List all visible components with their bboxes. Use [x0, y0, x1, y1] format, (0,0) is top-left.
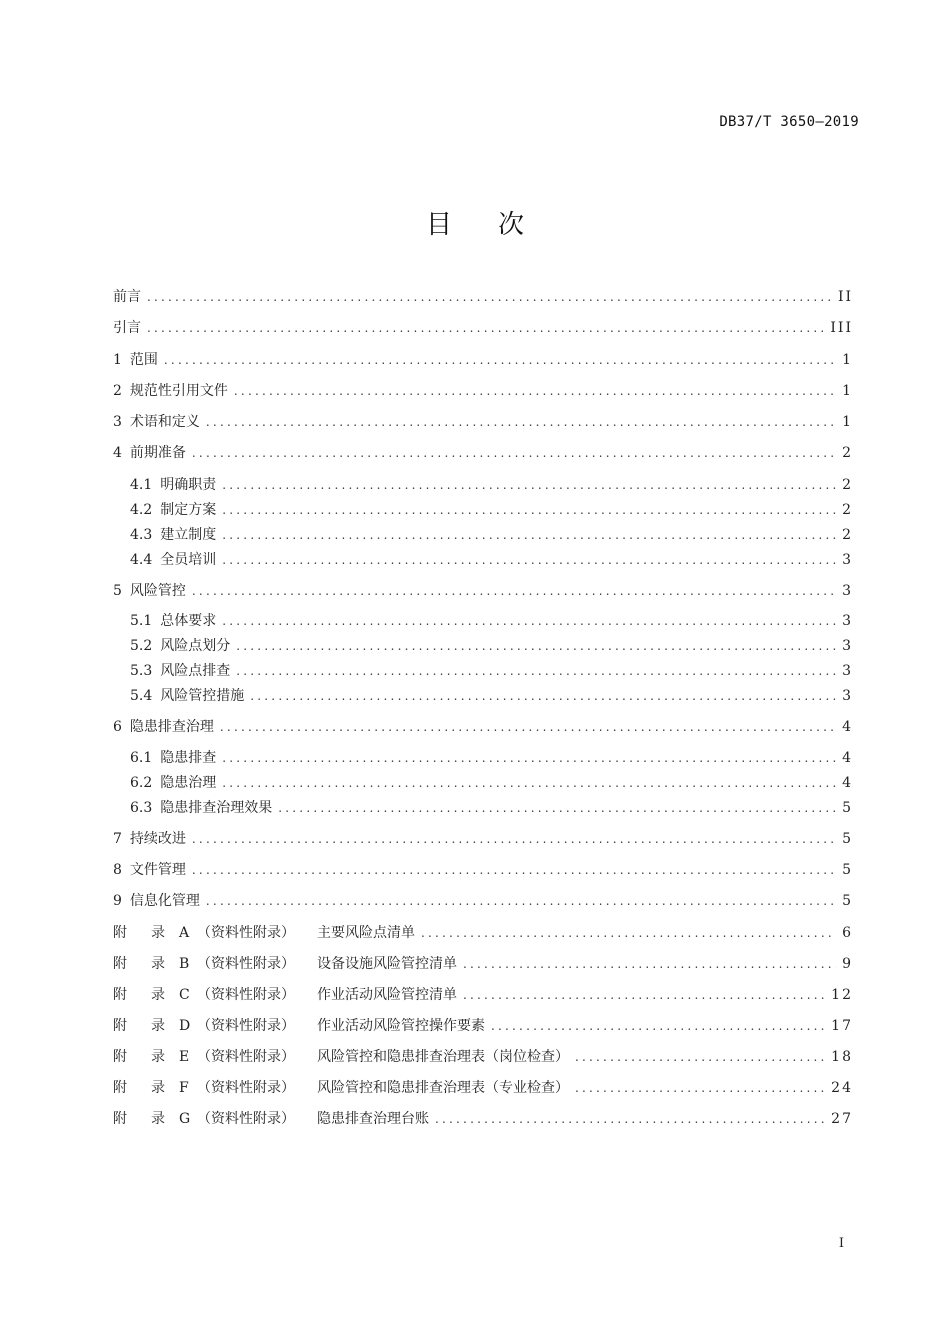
toc-entry-label: 3 术语和定义: [113, 414, 200, 430]
leader-dots: [192, 827, 836, 851]
toc-page-number: 3: [842, 552, 853, 568]
toc-entry-label: 6.1 隐患排查: [130, 750, 217, 766]
toc-page-number: 3: [842, 613, 853, 629]
toc-page-number: 5: [842, 800, 853, 816]
leader-dots: [222, 746, 836, 770]
leader-dots: [222, 548, 836, 572]
document-code: DB37/T 3650—2019: [719, 114, 859, 130]
toc-entry-label: 5.2 风险点划分: [130, 638, 231, 654]
toc-entry-label: 附 录 F （资料性附录） 风险管控和隐患排查治理表（专业检查）: [113, 1080, 569, 1096]
toc-entry-section[interactable]: [113, 410, 851, 434]
toc-page-number: 5: [842, 893, 853, 909]
toc-entry-section[interactable]: [113, 889, 851, 913]
page-title: [0, 204, 950, 241]
toc-entry-subsection[interactable]: [130, 771, 851, 795]
leader-dots: [192, 579, 836, 603]
toc-entry-label: 引言: [113, 320, 141, 336]
toc-entry-annex-b[interactable]: [113, 952, 851, 976]
toc-page-number: 4: [842, 775, 853, 791]
leader-dots: [463, 983, 825, 1007]
toc-entry-label: 6.2 隐患治理: [130, 775, 217, 791]
toc-entry-label: 5.3 风险点排查: [130, 663, 231, 679]
toc-entry-label: 2 规范性引用文件: [113, 383, 228, 399]
leader-dots: [192, 858, 836, 882]
toc-entry-section[interactable]: [113, 827, 851, 851]
leader-dots: [222, 609, 836, 633]
toc-entry-label: 5.1 总体要求: [130, 613, 217, 629]
toc-page-number: 24: [831, 1080, 853, 1096]
toc-page-number: 5: [842, 831, 853, 847]
toc-page-number: 1: [842, 383, 853, 399]
toc-entry-label: 附 录 G （资料性附录） 隐患排查治理台账: [113, 1111, 429, 1127]
toc-entry-subsection[interactable]: [130, 523, 851, 547]
toc-entry-label: 4 前期准备: [113, 445, 186, 461]
toc-entry-label: 4.3 建立制度: [130, 527, 217, 543]
toc-entry-subsection[interactable]: [130, 609, 851, 633]
toc-page-number: 2: [842, 502, 853, 518]
toc-entry-foreword[interactable]: [113, 285, 851, 309]
leader-dots: [222, 498, 836, 522]
toc-entry-subsection[interactable]: [130, 746, 851, 770]
toc-page-number: 6: [842, 925, 853, 941]
toc-entry-label: 4.1 明确职责: [130, 477, 217, 493]
toc-entry-label: 5 风险管控: [113, 583, 186, 599]
toc-entry-label: 1 范围: [113, 352, 158, 368]
toc-entry-label: 附 录 D （资料性附录） 作业活动风险管控操作要素: [113, 1018, 485, 1034]
title-char-1: 目: [425, 210, 452, 240]
toc-entry-label: 6 隐患排查治理: [113, 719, 214, 735]
toc-page-number: 2: [842, 527, 853, 543]
toc-entry-section[interactable]: [113, 348, 851, 372]
leader-dots: [222, 771, 836, 795]
toc-entry-label: 4.2 制定方案: [130, 502, 217, 518]
toc-entry-label: 5.4 风险管控措施: [130, 688, 245, 704]
toc-page-number: 1: [842, 414, 853, 430]
toc-entry-label: 7 持续改进: [113, 831, 186, 847]
toc-page-number: II: [837, 289, 853, 305]
leader-dots: [164, 348, 836, 372]
toc-entry-annex-f[interactable]: [113, 1076, 851, 1100]
toc-page-number: 4: [842, 750, 853, 766]
toc-page-number: 17: [831, 1018, 853, 1034]
toc-entry-introduction[interactable]: [113, 316, 851, 340]
toc-entry-subsection[interactable]: [130, 473, 851, 497]
toc-entry-label: 附 录 E （资料性附录） 风险管控和隐患排查治理表（岗位检查）: [113, 1049, 569, 1065]
leader-dots: [222, 473, 836, 497]
toc-entry-label: 前言: [113, 289, 141, 305]
toc-entry-subsection[interactable]: [130, 634, 851, 658]
toc-entry-label: 9 信息化管理: [113, 893, 200, 909]
leader-dots: [222, 523, 836, 547]
leader-dots: [491, 1014, 825, 1038]
toc-entry-label: 附 录 B （资料性附录） 设备设施风险管控清单: [113, 956, 457, 972]
toc-entry-section[interactable]: [113, 441, 851, 465]
toc-page-number: 5: [842, 862, 853, 878]
toc-entry-annex-d[interactable]: [113, 1014, 851, 1038]
toc-entry-annex-g[interactable]: [113, 1107, 851, 1131]
toc-page-number: 2: [842, 477, 853, 493]
toc-entry-subsection[interactable]: [130, 498, 851, 522]
toc-entry-subsection[interactable]: [130, 548, 851, 572]
toc-entry-annex-c[interactable]: [113, 983, 851, 1007]
title-char-2: 次: [498, 210, 525, 240]
toc-entry-section[interactable]: [113, 715, 851, 739]
toc-page-number: 12: [831, 987, 853, 1003]
leader-dots: [236, 634, 836, 658]
toc-page-number: 18: [831, 1049, 853, 1065]
leader-dots: [192, 441, 836, 465]
leader-dots: [463, 952, 836, 976]
toc-page-number: 3: [842, 663, 853, 679]
toc-page-number: III: [830, 320, 853, 336]
leader-dots: [206, 889, 836, 913]
toc-page-number: 3: [842, 688, 853, 704]
leader-dots: [421, 921, 836, 945]
toc-entry-section[interactable]: [113, 379, 851, 403]
leader-dots: [236, 659, 836, 683]
footer-page-number: I: [838, 1236, 844, 1251]
toc-page-number: 2: [842, 445, 853, 461]
leader-dots: [234, 379, 836, 403]
toc-entry-subsection[interactable]: [130, 684, 851, 708]
toc-entry-section[interactable]: [113, 579, 851, 603]
toc-entry-section[interactable]: [113, 858, 851, 882]
toc-page-number: 9: [842, 956, 853, 972]
toc-entry-subsection[interactable]: [130, 659, 851, 683]
leader-dots: [147, 316, 824, 340]
toc-entry-label: 附 录 A （资料性附录） 主要风险点清单: [113, 925, 415, 941]
leader-dots: [206, 410, 836, 434]
leader-dots: [147, 285, 832, 309]
toc-entry-label: 附 录 C （资料性附录） 作业活动风险管控清单: [113, 987, 457, 1003]
toc-page-number: 3: [842, 638, 853, 654]
leader-dots: [250, 684, 836, 708]
toc-entry-annex-a[interactable]: [113, 921, 851, 945]
leader-dots: [575, 1045, 825, 1069]
leader-dots: [220, 715, 836, 739]
toc-entry-label: 8 文件管理: [113, 862, 186, 878]
toc-page-number: 1: [842, 352, 853, 368]
toc-page-number: 4: [842, 719, 853, 735]
leader-dots: [278, 796, 836, 820]
leader-dots: [435, 1107, 825, 1131]
toc-entry-label: 4.4 全员培训: [130, 552, 217, 568]
toc-page-number: 27: [831, 1111, 853, 1127]
leader-dots: [575, 1076, 825, 1100]
toc-entry-annex-e[interactable]: [113, 1045, 851, 1069]
toc-entry-subsection[interactable]: [130, 796, 851, 820]
toc-page-number: 3: [842, 583, 853, 599]
toc-entry-label: 6.3 隐患排查治理效果: [130, 800, 273, 816]
